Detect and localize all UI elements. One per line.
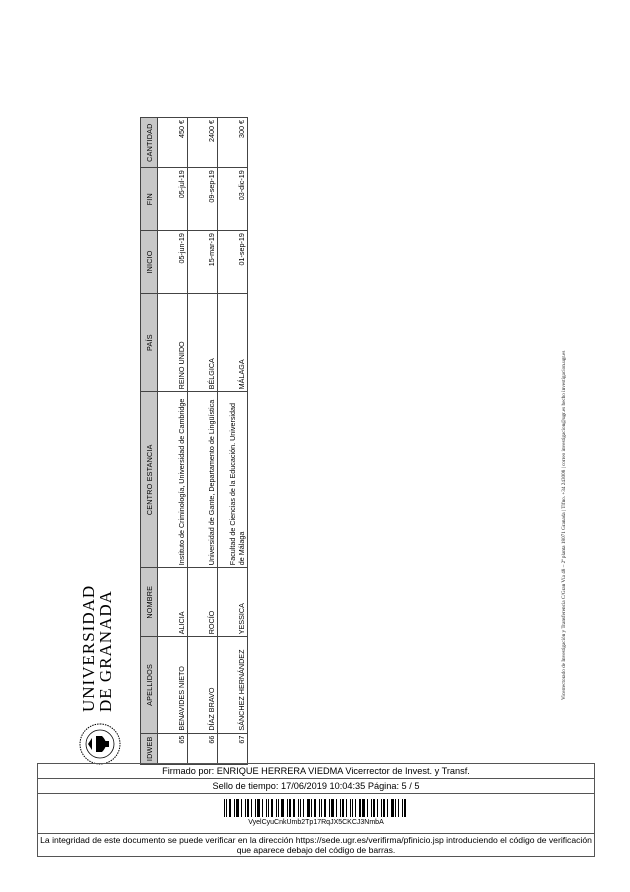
university-name-line1: UNIVERSIDAD: [79, 584, 98, 712]
cell-apellidos: DÍAZ BRAVO: [188, 637, 218, 733]
cell-pais: REINO UNIDO: [158, 293, 188, 391]
barcode-icon: [224, 799, 408, 817]
table-row: [158, 118, 188, 765]
barcode-bar: [377, 799, 378, 817]
barcode-bar: [321, 799, 322, 817]
timestamp: Sello de tiempo: 17/06/2019 10:04:35 Página: 5 / 5: [38, 779, 594, 794]
barcode-bar: [352, 799, 353, 817]
table-header-row: [141, 118, 158, 765]
barcode-bar: [255, 799, 256, 817]
barcode-bar: [287, 799, 288, 817]
signature-footer: [37, 763, 595, 857]
barcode-bar: [367, 799, 368, 817]
column-header: CANTIDAD: [141, 118, 158, 168]
barcode-bar: [340, 799, 341, 817]
column-header: PAÍS: [141, 293, 158, 391]
barcode-bar: [402, 799, 403, 817]
cell-centro: Facultad de Ciencias de la Educación. Universidad de Málaga: [218, 392, 248, 568]
table-row: [218, 118, 248, 765]
barcode-bar: [257, 799, 260, 817]
university-logo: [76, 566, 126, 766]
barcode-bar: [300, 799, 301, 817]
cell-pais: MÁLAGA: [218, 293, 248, 391]
barcode-bar: [268, 799, 269, 817]
cell-inicio: 15-mar-19: [188, 231, 218, 294]
barcode-bar: [391, 799, 394, 817]
verification-note: La integridad de este documento se puede verificar en la dirección https://sede.ugr.es/verifirma/pfinicio.jsp introduciendo el código de verificación que aparece debajo del código de barras.: [40, 835, 592, 855]
column-header: FIN: [141, 168, 158, 231]
barcode-bar: [346, 799, 348, 817]
cell-cantidad: 2400 €: [188, 118, 218, 168]
signed-by: Firmado por: ENRIQUE HERRERA VIEDMA Vicerrector de Invest. y Transf.: [38, 764, 594, 779]
cell-inicio: 05-jun-19: [158, 231, 188, 294]
column-header: INICIO: [141, 231, 158, 294]
column-header: NOMBRE: [141, 568, 158, 637]
barcode-bar: [281, 799, 284, 817]
cell-idweb: 67: [218, 733, 248, 764]
barcode-bar: [383, 799, 385, 817]
barcode-bar: [336, 799, 337, 817]
barcode-bar: [247, 799, 249, 817]
barcode-bar: [329, 799, 330, 817]
grants-table-container: [140, 115, 250, 765]
barcode-block: [38, 794, 594, 834]
vicerrectorado-address: Vicerrectorado de Investigación y Transferencia C/Gran Vía 48 – 2ª planta 18071 Granada | Tlfno. +34 243008 | correo investigacion@ugr.es hecho investigacion.ugr.es: [561, 350, 567, 700]
cell-fin: 05-jul-19: [158, 168, 188, 231]
barcode-bar: [278, 799, 279, 817]
barcode-bar: [234, 799, 235, 817]
barcode-bar: [271, 799, 273, 817]
barcode-bar: [398, 799, 399, 817]
barcode-bar: [342, 799, 344, 817]
barcode-bar: [404, 799, 406, 817]
barcode-bar: [350, 799, 351, 817]
university-name-line2: DE GRANADA: [96, 590, 115, 712]
barcode-bar: [276, 799, 277, 817]
university-seal-icon: [78, 722, 122, 766]
cell-centro: Instituto de Criminología, Universidad de Cambridge: [158, 392, 188, 568]
cell-apellidos: SÁNCHEZ HERNÁNDEZ: [218, 637, 248, 733]
barcode-bar: [245, 799, 246, 817]
barcode-bar: [324, 799, 326, 817]
barcode-bar: [298, 799, 299, 817]
cell-nombre: ROCÍO: [188, 568, 218, 637]
barcode-bar: [229, 799, 231, 817]
cell-fin: 03-dic-19: [218, 168, 248, 231]
barcode-bar: [314, 799, 316, 817]
barcode-bar: [293, 799, 295, 817]
cell-apellidos: BENAVIDES NIETO: [158, 637, 188, 733]
barcode-bar: [319, 799, 320, 817]
barcode-bar: [362, 799, 365, 817]
barcode-bar: [262, 799, 264, 817]
cell-nombre: YESSICA: [218, 568, 248, 637]
cell-idweb: 65: [158, 733, 188, 764]
barcode-bar: [371, 799, 372, 817]
barcode-bar: [331, 799, 334, 817]
grants-table: [140, 117, 248, 765]
table-row: [188, 118, 218, 765]
barcode-bar: [381, 799, 382, 817]
cell-cantidad: 450 €: [158, 118, 188, 168]
barcode-bar: [266, 799, 267, 817]
barcode-bar: [311, 799, 312, 817]
barcode-bar: [355, 799, 356, 817]
barcode-bar: [241, 799, 242, 817]
barcode-bar: [373, 799, 375, 817]
barcode-bar: [224, 799, 225, 817]
barcode-bar: [359, 799, 361, 817]
barcode-bar: [226, 799, 227, 817]
barcode-bar: [289, 799, 291, 817]
barcode-code: VyelCyuCnkUmb2Tp17RqJX5CKCJ3NmbA: [248, 819, 384, 826]
cell-inicio: 01-sep-19: [218, 231, 248, 294]
barcode-bar: [303, 799, 304, 817]
cell-cantidad: 300 €: [218, 118, 248, 168]
cell-pais: BÉLGICA: [188, 293, 218, 391]
barcode-bar: [236, 799, 239, 817]
barcode-bar: [307, 799, 310, 817]
column-header: IDWEB: [141, 733, 158, 764]
barcode-bar: [251, 799, 252, 817]
cell-fin: 09-sep-19: [188, 168, 218, 231]
column-header: APELLIDOS: [141, 637, 158, 733]
column-header: CENTRO ESTANCIA: [141, 392, 158, 568]
barcode-bar: [387, 799, 388, 817]
cell-idweb: 66: [188, 733, 218, 764]
barcode-bar: [395, 799, 396, 817]
cell-centro: Universidad de Gante, Departamento de Lingüística: [188, 392, 218, 568]
university-name: [80, 585, 114, 712]
cell-nombre: ALICIA: [158, 568, 188, 637]
